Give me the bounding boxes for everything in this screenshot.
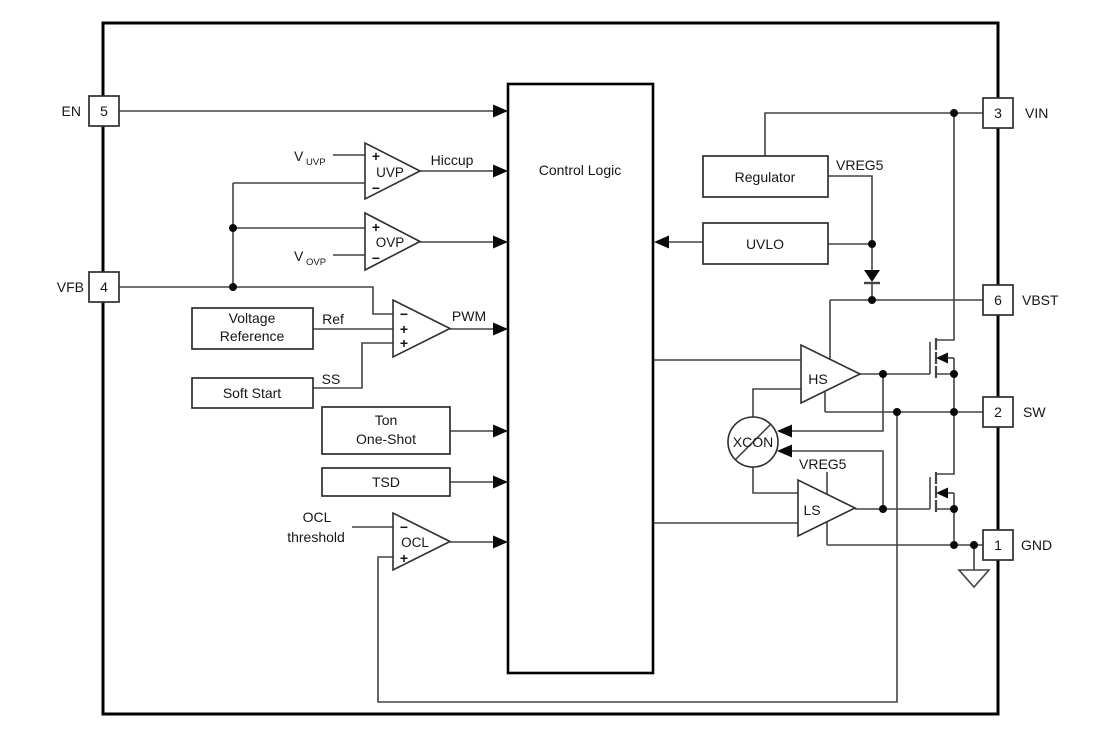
junction-dot — [950, 408, 958, 416]
junction-dot — [950, 541, 958, 549]
ref-label: Ref — [322, 311, 344, 327]
pin-sw-number: 2 — [994, 404, 1002, 420]
pwm-in-bot: + — [399, 335, 409, 351]
pwm-in-mid: + — [399, 321, 409, 337]
pwm-comparator — [393, 300, 450, 357]
diode-triangle — [864, 270, 880, 282]
arrow-tsd-icon — [493, 476, 508, 489]
wire-vreg5-out — [828, 176, 872, 270]
tsd-block — [322, 468, 450, 496]
pin-vbst-number: 6 — [994, 292, 1002, 308]
wire-vin-to-hsfet-drain — [936, 113, 954, 340]
arrow-ocl-icon — [493, 536, 508, 549]
wire-xcon-to-hs — [753, 389, 801, 419]
hiccup-label: Hiccup — [430, 152, 474, 168]
ton-one-shot-label-line1: Ton — [374, 412, 398, 428]
wire-vin — [765, 113, 983, 156]
pin-vfb — [57, 272, 119, 302]
regulator-block — [703, 156, 828, 197]
soft-start-label: Soft Start — [222, 385, 282, 401]
ocl-plus: + — [399, 550, 409, 566]
ocl-threshold-label-line1: OCL — [302, 509, 332, 525]
ocl-comparator — [393, 513, 450, 570]
uvlo-label: UVLO — [745, 236, 785, 252]
pin-en-number: 5 — [100, 103, 108, 119]
junction-dot — [893, 408, 901, 416]
junction-dot — [229, 283, 237, 291]
junction-dot — [229, 224, 237, 232]
xcon-block — [728, 417, 778, 467]
ls-fet-body-arrow-icon — [936, 488, 948, 499]
pin-sw-label: SW — [1023, 404, 1046, 420]
pin-en — [62, 96, 119, 126]
ton-one-shot-block — [322, 407, 450, 454]
junction-dot — [868, 296, 876, 304]
arrow-pwm-icon — [493, 323, 508, 336]
ocl-threshold-label-line2: threshold — [287, 529, 345, 545]
arrow-ton-icon — [493, 425, 508, 438]
ls-fet-drain-wire — [936, 412, 954, 474]
uvp-plus: + — [371, 148, 381, 164]
pin-vbst — [983, 285, 1059, 315]
uvp-name: UVP — [376, 165, 404, 180]
junction-dot — [950, 109, 958, 117]
voltage-reference-label-line2: Reference — [219, 328, 285, 344]
xcon-label: XCON — [732, 434, 774, 450]
vreg5-ls-label: VREG5 — [799, 456, 847, 472]
regulator-label: Regulator — [734, 169, 796, 185]
pwm-in-top: − — [399, 306, 409, 322]
voltage-reference-label-line1: Voltage — [228, 310, 276, 326]
pin-gnd-label: GND — [1021, 537, 1053, 553]
ls-driver-label: LS — [803, 502, 821, 518]
vuvp-label-sub: UVP — [306, 157, 326, 168]
ovp-name: OVP — [375, 235, 405, 250]
pin-vin-label: VIN — [1025, 105, 1049, 121]
pin-vin-number: 3 — [994, 105, 1002, 121]
ton-one-shot-label-line2: One-Shot — [356, 431, 416, 447]
uvp-minus: − — [371, 180, 381, 196]
arrow-xcon-ls-icon — [777, 445, 792, 458]
pin-vfb-label: VFB — [56, 279, 84, 295]
ovp-minus: − — [371, 250, 381, 266]
vuvp-label-base: V — [294, 148, 304, 164]
pin-vin — [983, 98, 1048, 128]
arrow-ovp-icon — [493, 236, 508, 249]
ovp-comparator — [365, 213, 420, 270]
low-side-mosfet — [930, 412, 954, 545]
pin-sw — [983, 397, 1046, 427]
junction-dot — [950, 505, 958, 513]
hs-fet-body-arrow-icon — [936, 353, 948, 364]
pin-vbst-label: VBST — [1022, 292, 1059, 308]
uvp-comparator — [365, 143, 420, 199]
junction-dot — [950, 370, 958, 378]
uvlo-block — [703, 223, 828, 264]
ocl-minus: − — [399, 519, 409, 535]
vovp-label-sub: OVP — [306, 257, 327, 268]
wire-xcon-to-ls — [753, 465, 798, 493]
junction-dot — [879, 505, 887, 513]
junction-dot — [879, 370, 887, 378]
pin-en-label: EN — [61, 103, 81, 119]
arrow-uvlo-icon — [654, 236, 669, 249]
vreg5-regulator-label: VREG5 — [836, 157, 884, 173]
ocl-name: OCL — [401, 535, 429, 550]
junction-dot — [970, 541, 978, 549]
pwm-label: PWM — [451, 308, 487, 324]
vovp-label-base: V — [294, 248, 304, 264]
pin-gnd — [983, 530, 1052, 560]
voltage-reference-block — [192, 308, 313, 349]
soft-start-block — [192, 378, 313, 408]
ss-label: SS — [321, 371, 341, 387]
ground-symbol-icon — [959, 570, 989, 587]
bootstrap-diode-icon — [864, 270, 880, 283]
tsd-label: TSD — [372, 474, 400, 490]
junction-dot — [868, 240, 876, 248]
control-logic-label: Control Logic — [538, 162, 622, 178]
arrow-xcon-hs-icon — [777, 425, 792, 438]
arrow-hiccup-icon — [493, 165, 508, 178]
hs-driver-label: HS — [808, 371, 828, 387]
pin-vfb-number: 4 — [100, 279, 108, 295]
arrow-en-icon — [493, 105, 508, 118]
pin-gnd-number: 1 — [994, 537, 1002, 553]
ovp-plus: + — [371, 219, 381, 235]
control-logic-block — [508, 84, 653, 673]
